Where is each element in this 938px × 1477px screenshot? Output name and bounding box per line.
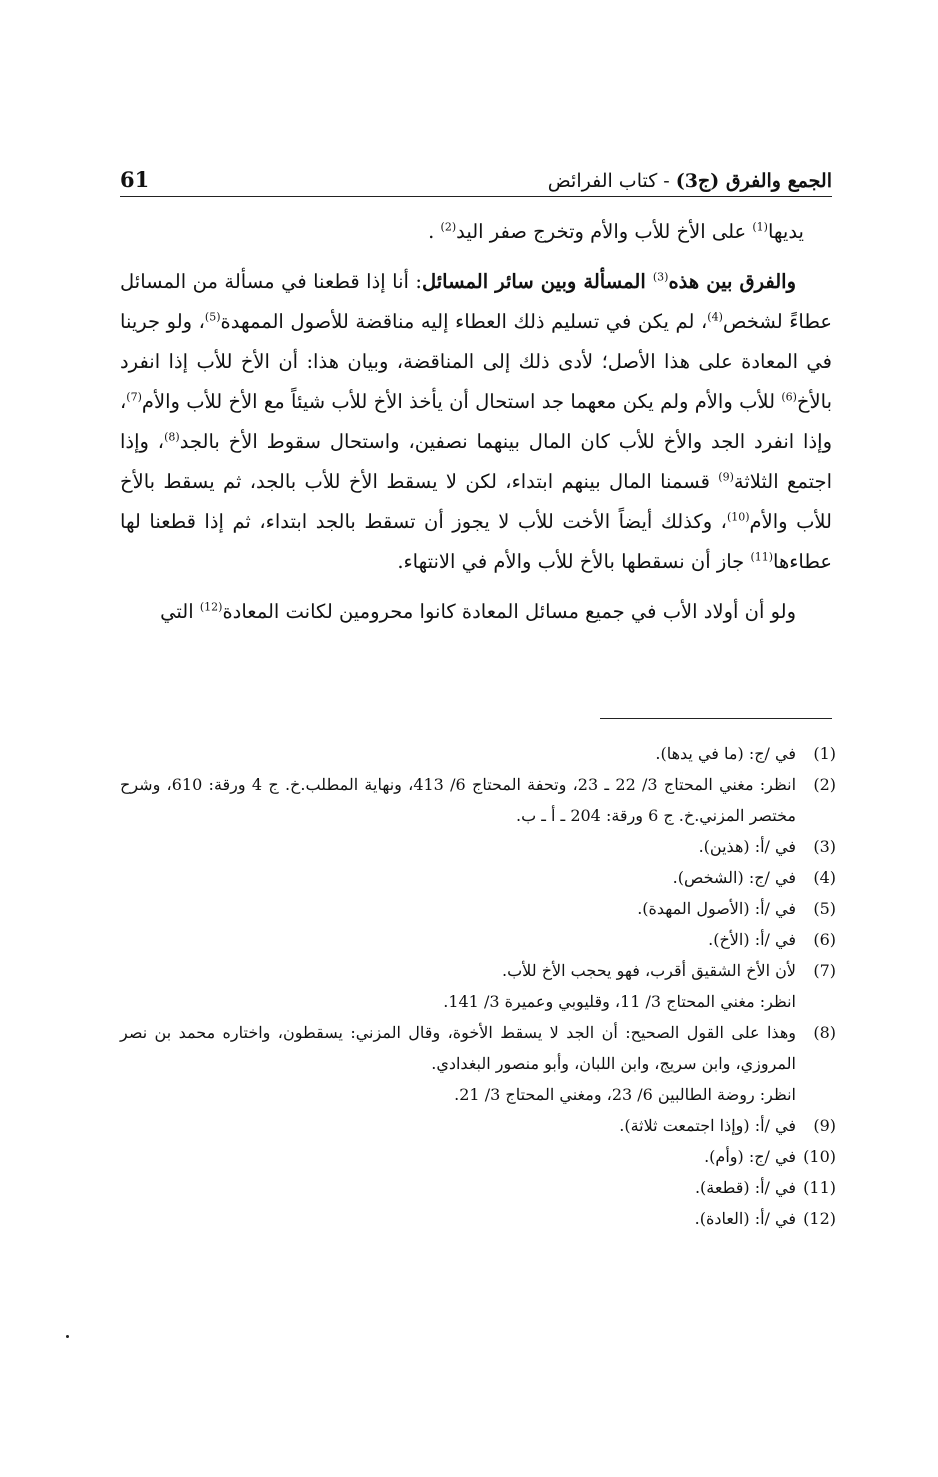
paragraph-2 <box>120 262 832 582</box>
footnote-text: في /أ: (العادة). <box>694 1209 796 1228</box>
footnote-ref-6: (6) <box>781 390 797 404</box>
footnote-7 <box>120 955 836 1017</box>
footnote-text: انظر: روضة الطالبين 6/ 23، ومغني المحتاج 3/ 21. <box>454 1085 796 1104</box>
footnote-text: انظر: مغني المحتاج 3/ 11، وقليوبي وعميرة 3/ 141. <box>443 992 796 1011</box>
footnote-12 <box>120 1203 836 1234</box>
footnote-8 <box>120 1017 836 1110</box>
text-span: ، وكذلك أيضاً الأخت للأب لا يجوز أن تسقط بالجد ابتداء، ثم إذا قطعنا لها عطاءها <box>120 510 832 573</box>
bold-span: والفرق بين هذه <box>668 270 796 293</box>
footnote-number: (9) <box>813 1116 836 1135</box>
footnote-11 <box>120 1172 836 1203</box>
footnote-number: (5) <box>813 899 836 918</box>
text-span: : أنا إذا قطعنا في مسألة من المسائل عطاءً لشخص <box>120 270 832 333</box>
footnote-2 <box>120 769 836 831</box>
footnote-text: انظر: مغني المحتاج 3/ 22 ـ 23، وتحفة المحتاج 6/ 413، ونهاية المطلب.خ. ج 4 ورقة: 610، وشرح مختصر المزني.خ. ج 6 ورقة: 204 ـ أ ـ ب. <box>120 775 797 825</box>
footnote-text: في /أ: (وإذا اجتمعت ثلاثة). <box>619 1116 796 1135</box>
footnote-text: في /ج: (وأم). <box>704 1147 796 1166</box>
footnote-text: لأن الأخ الشقيق أقرب، فهو يحجب الأخ للأب. <box>502 961 796 980</box>
footnote-ref-8: (8) <box>164 430 180 444</box>
running-title <box>548 170 832 192</box>
footnotes <box>120 738 836 1234</box>
paragraph-3 <box>120 592 832 632</box>
footnote-ref-3: (3) <box>652 270 669 284</box>
footnote-text: في /أ: (الأصول المهدة). <box>637 899 796 918</box>
text-span: يديها <box>767 220 804 243</box>
footnote-6 <box>120 924 836 955</box>
text-span: للأب والأم ولم يكن معهما جد استحال أن يأخذ الأخ للأب شيئاً مع الأخ للأب والأم <box>141 390 782 413</box>
footnote-10 <box>120 1141 836 1172</box>
footnote-1 <box>120 738 836 769</box>
text-span: ، وإذا انفرد الجد والأخ للأب كان المال بينهما نصفين، واستحال سقوط الأخ بالجد <box>120 390 832 453</box>
text-span: ، لم يكن في تسليم ذلك العطاء إليه مناقضة للأصول الممهدة <box>220 310 708 333</box>
footnote-ref-12: (12) <box>199 600 223 614</box>
text-span: التي <box>160 600 200 623</box>
running-header <box>120 152 832 197</box>
footnote-number: (4) <box>813 868 836 887</box>
footnote-ref-10: (10) <box>726 510 750 524</box>
text-span: على الأخ للأب والأم وتخرج صفر اليد <box>456 220 753 243</box>
footnote-number: (3) <box>813 837 836 856</box>
running-title-main: الجمع والفرق (ج3) <box>675 170 832 192</box>
footnote-3 <box>120 831 836 862</box>
text-span: قسمنا المال بينهم ابتداء، لكن لا يسقط الأخ للأب بالجد، ثم يسقط بالأخ للأب والأم <box>120 470 832 533</box>
footnote-ref-2: (2) <box>440 220 457 234</box>
text-span: ، وإذا اجتمع الثلاثة <box>120 430 833 493</box>
footnote-ref-11: (11) <box>750 550 774 564</box>
main-text <box>120 212 832 642</box>
footnote-4 <box>120 862 836 893</box>
footnote-number: (12) <box>803 1209 836 1228</box>
footnote-text: في /أ: (قطعة). <box>694 1178 796 1197</box>
footnote-number: (2) <box>813 775 836 794</box>
footnote-text: في /أ: (الأخ). <box>708 930 796 949</box>
footnote-number: (10) <box>803 1147 836 1166</box>
footnote-number: (11) <box>803 1178 836 1197</box>
text-span: جاز أن نسقطها بالأخ للأب والأم في الانتهاء. <box>397 550 751 573</box>
text-span: ، ولو جرينا في المعادة على هذا الأصل؛ لأدى ذلك إلى المناقضة، وبيان هذا: أن الأخ للأب إذا انفرد بالأخ <box>120 310 832 413</box>
running-title-section: - كتاب الفرائض <box>547 170 676 192</box>
footnote-ref-5: (5) <box>204 310 221 324</box>
footnote-text: في /أ: (هذين). <box>698 837 796 856</box>
scan-speck <box>66 1335 69 1338</box>
footnote-ref-9: (9) <box>718 470 734 484</box>
page-number: 61 <box>120 167 150 192</box>
footnote-text: في /ج: (ما في يدها). <box>655 744 796 763</box>
text-span: ولو أن أولاد الأب في جميع مسائل المعادة كانوا محرومين لكانت المعادة <box>222 600 796 623</box>
footnote-ref-1: (1) <box>752 220 768 234</box>
bold-span: المسألة وبين سائر المسائل <box>421 270 653 293</box>
footnote-number: (7) <box>813 961 836 980</box>
footnote-9 <box>120 1110 836 1141</box>
text-span: . <box>428 220 441 243</box>
footnote-number: (6) <box>813 930 836 949</box>
footnote-5 <box>120 893 836 924</box>
paragraph-1 <box>120 212 832 252</box>
footnote-number: (8) <box>813 1023 836 1042</box>
footnote-number: (1) <box>813 744 836 763</box>
footnote-text: في /ج: (الشخص). <box>672 868 796 887</box>
footnote-text: وهذا على القول الصحيح: أن الجد لا يسقط الأخوة، وقال المزني: يسقطون، واختاره محمد بن نصر المروزي، وابن سريج، وابن اللبان، وأبو منصور البغدادي. <box>120 1023 796 1073</box>
footnote-separator <box>600 718 832 719</box>
footnote-ref-4: (4) <box>707 310 723 324</box>
footnote-ref-7: (7) <box>126 390 142 404</box>
